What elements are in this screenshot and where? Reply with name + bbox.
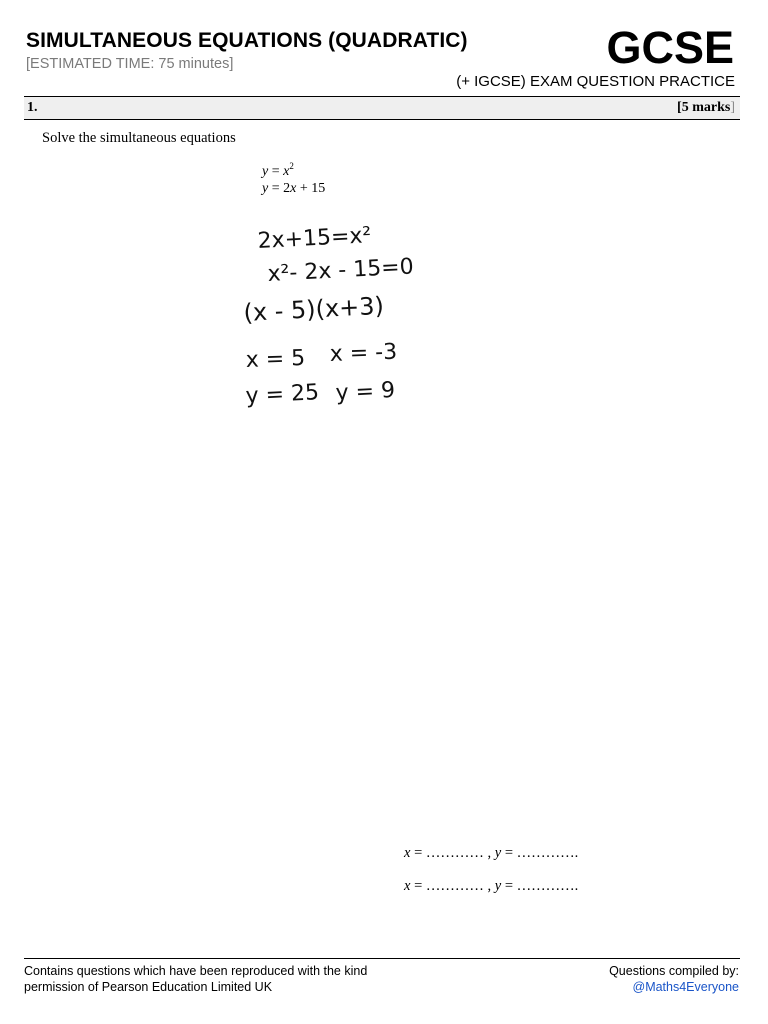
working-line-4a: x = 5: [245, 345, 306, 373]
answer-2-x-label: x: [404, 878, 411, 894]
working-line-3: (x - 5)(x+3): [242, 291, 385, 327]
eq2-lhs: y: [262, 181, 269, 196]
marks-open-bracket: [: [677, 100, 682, 115]
eq1-lhs: y: [262, 164, 269, 179]
marks-close-bracket: ]: [730, 100, 735, 115]
question-prompt: Solve the simultaneous equations: [42, 130, 236, 146]
answer-1-x-dots: = ………… ,: [410, 845, 495, 861]
answer-2-x-dots: = ………… ,: [410, 878, 495, 894]
eq1-exponent: 2: [289, 161, 294, 171]
footer-permission: [24, 963, 367, 995]
answer-line-2: [404, 878, 578, 895]
footer-left-line-1: Contains questions which have been reproduced with the kind: [24, 964, 368, 978]
eq2-rest: + 15: [296, 181, 326, 196]
exam-practice-subtitle: (+ IGCSE) EXAM QUESTION PRACTICE: [456, 73, 735, 90]
gcse-label: GCSE: [606, 22, 734, 73]
working-line-5b: y = 9: [335, 377, 396, 406]
footer-credits: [609, 963, 739, 995]
author-handle-link[interactable]: @Maths4Everyone: [632, 980, 739, 994]
working-line-4b: x = -3: [329, 339, 398, 367]
working-line-2: x²- 2x - 15=0: [267, 254, 415, 287]
footer-right-line-1: Questions compiled by:: [609, 964, 739, 978]
eq1-equals: =: [268, 164, 284, 179]
answer-2-y-label: y: [494, 878, 502, 894]
working-line-1: 2x+15=x²: [257, 223, 372, 254]
eq1-var: x: [283, 164, 290, 179]
estimated-time: [ESTIMATED TIME: 75 minutes]: [26, 56, 234, 72]
footer-left-line-2: permission of Pearson Education Limited UK: [24, 980, 273, 994]
footer-divider: [24, 958, 740, 959]
question-number: 1.: [27, 100, 38, 115]
working-line-5a: y = 25: [245, 380, 320, 409]
answer-1-x-label: x: [404, 845, 411, 861]
answer-line-1: [404, 845, 578, 862]
eq2-var: x: [290, 181, 297, 196]
answer-2-y-dots: = ………….: [501, 878, 579, 894]
answer-1-y-label: y: [494, 845, 502, 861]
worksheet-title: SIMULTANEOUS EQUATIONS (QUADRATIC): [26, 29, 468, 52]
eq2-coef: = 2: [268, 181, 291, 196]
marks-label: 5 marks: [681, 100, 731, 115]
answer-1-y-dots: = ………….: [501, 845, 579, 861]
